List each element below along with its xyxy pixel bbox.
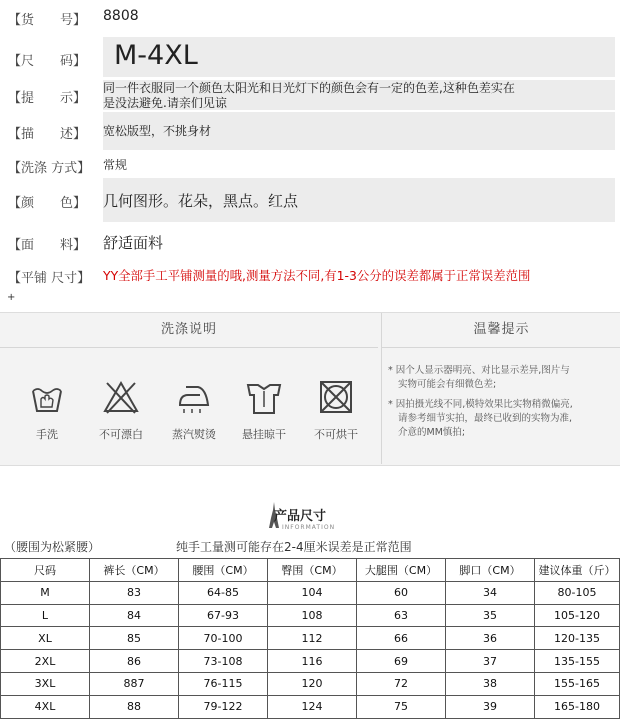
care-label-no-bleach: 不可漂白 (99, 428, 143, 441)
label-item-number: 【货 号】 (8, 13, 87, 28)
care-title: 洗涤说明 (0, 313, 378, 348)
cell-hem: 34 (446, 581, 535, 604)
care-label-no-tumble-dry: 不可烘干 (314, 428, 358, 441)
cell-hip: 112 (268, 627, 357, 650)
col-header-waist: 腰围（CM） (179, 559, 268, 582)
col-header-thigh: 大腿围（CM） (357, 559, 446, 582)
no-tumble-dry-icon (316, 377, 356, 417)
size-subtitle: INFORMATION (282, 524, 336, 531)
col-header-hip: 臀围（CM） (268, 559, 357, 582)
label-fabric: 【面 料】 (8, 238, 87, 253)
plus-mark: + (7, 292, 16, 303)
cell-weight: 165-180 (535, 695, 620, 718)
care-label-steam-iron: 蒸汽熨烫 (172, 428, 216, 441)
row-item-number (0, 6, 620, 28)
cell-hip: 104 (268, 581, 357, 604)
cell-length: 88 (90, 695, 179, 718)
table-row (1, 650, 620, 673)
cell-waist: 76-115 (179, 672, 268, 695)
label-flat-size: 【平铺 尺寸】 (8, 271, 91, 286)
col-header-size: 尺码 (1, 559, 90, 582)
cell-waist: 73-108 (179, 650, 268, 673)
label-color: 【颜 色】 (8, 196, 87, 211)
value-tip-line1: 同一件衣服同一个颜色太阳光和日光灯下的颜色会有一定的色差,这种色差实在 (103, 81, 515, 95)
cell-hem: 36 (446, 627, 535, 650)
row-size (0, 37, 620, 77)
hang-dry-icon (244, 377, 284, 417)
cell-hip: 116 (268, 650, 357, 673)
table-header-row (1, 559, 620, 582)
col-header-weight: 建议体重（斤） (535, 559, 620, 582)
no-bleach-icon (101, 377, 141, 417)
cell-length: 887 (90, 672, 179, 695)
cell-hip: 120 (268, 672, 357, 695)
cell-weight: 135-155 (535, 650, 620, 673)
cell-thigh: 72 (357, 672, 446, 695)
cell-size: 2XL (1, 650, 90, 673)
cell-hem: 35 (446, 604, 535, 627)
label-wash-method: 【洗涤 方式】 (8, 161, 91, 176)
cell-size: M (1, 581, 90, 604)
care-label-hang-dry: 悬挂晾干 (242, 428, 286, 441)
cell-hem: 37 (446, 650, 535, 673)
row-fabric (0, 232, 620, 254)
cell-size: 3XL (1, 672, 90, 695)
steam-iron-icon (174, 377, 214, 417)
value-wash-method: 常规 (103, 158, 128, 172)
row-wash-method (0, 156, 620, 176)
table-row (1, 695, 620, 718)
row-flat-size (0, 266, 620, 286)
table-row (1, 627, 620, 650)
cell-length: 83 (90, 581, 179, 604)
cell-thigh: 63 (357, 604, 446, 627)
cell-hem: 39 (446, 695, 535, 718)
table-row (1, 604, 620, 627)
value-tip-line2: 是没法避免.请亲们见谅 (103, 96, 227, 110)
row-color (0, 190, 620, 212)
waist-note: （腰围为松紧腰） (4, 540, 101, 554)
cell-waist: 79-122 (179, 695, 268, 718)
cell-thigh: 66 (357, 627, 446, 650)
tip-1-line2: 实物可能会有细微色差; (398, 379, 497, 390)
cell-waist: 67-93 (179, 604, 268, 627)
measurement-note: 纯手工量测可能存在2-4厘米误差是正常范围 (176, 540, 412, 554)
label-tip: 【提 示】 (8, 91, 87, 106)
value-color: 几何图形。花朵，黑点。红点 (103, 192, 299, 210)
hand-wash-icon (27, 377, 67, 417)
value-flat-size: YY全部手工平铺测量的哦,测量方法不同,有1-3公分的误差都属于正常误差范围 (103, 268, 531, 283)
cell-length: 85 (90, 627, 179, 650)
value-item-number: 8808 (103, 8, 139, 24)
size-table (0, 558, 620, 719)
cell-waist: 64-85 (179, 581, 268, 604)
col-header-hem: 脚口（CM） (446, 559, 535, 582)
size-title: 产品尺寸 (274, 509, 327, 524)
cell-waist: 70-100 (179, 627, 268, 650)
cell-thigh: 60 (357, 581, 446, 604)
cell-hem: 38 (446, 672, 535, 695)
cell-size: L (1, 604, 90, 627)
cell-thigh: 75 (357, 695, 446, 718)
cell-weight: 105-120 (535, 604, 620, 627)
tips-box (381, 348, 620, 464)
care-section (0, 312, 620, 466)
value-fabric: 舒适面料 (103, 234, 164, 252)
row-description (0, 122, 620, 142)
cell-weight: 155-165 (535, 672, 620, 695)
table-row (1, 672, 620, 695)
cell-hip: 108 (268, 604, 357, 627)
cell-size: 4XL (1, 695, 90, 718)
cell-size: XL (1, 627, 90, 650)
value-description: 宽松版型，不挑身材 (103, 124, 212, 138)
tip-2-line3: 介意的MM慎拍; (398, 427, 466, 438)
cell-hip: 124 (268, 695, 357, 718)
cell-thigh: 69 (357, 650, 446, 673)
cell-length: 84 (90, 604, 179, 627)
col-header-length: 裤长（CM） (90, 559, 179, 582)
cell-weight: 120-135 (535, 627, 620, 650)
tip-2-line1: * 因拍摄光线不同,模特效果比实物稍微偏亮, (388, 399, 573, 410)
tips-title: 温馨提示 (381, 313, 620, 348)
cell-weight: 80-105 (535, 581, 620, 604)
row-tip (0, 78, 620, 110)
tip-1-line1: * 因个人显示器明亮、对比显示差异,图片与 (388, 365, 570, 376)
cell-length: 86 (90, 650, 179, 673)
tip-2-line2: 请参考细节实拍，最终已收到的实物为准, (398, 413, 573, 424)
care-label-hand-wash: 手洗 (36, 428, 58, 441)
label-size: 【尺 码】 (8, 54, 87, 69)
value-size: M-4XL (114, 40, 198, 71)
table-row (1, 581, 620, 604)
label-description: 【描 述】 (8, 127, 87, 142)
